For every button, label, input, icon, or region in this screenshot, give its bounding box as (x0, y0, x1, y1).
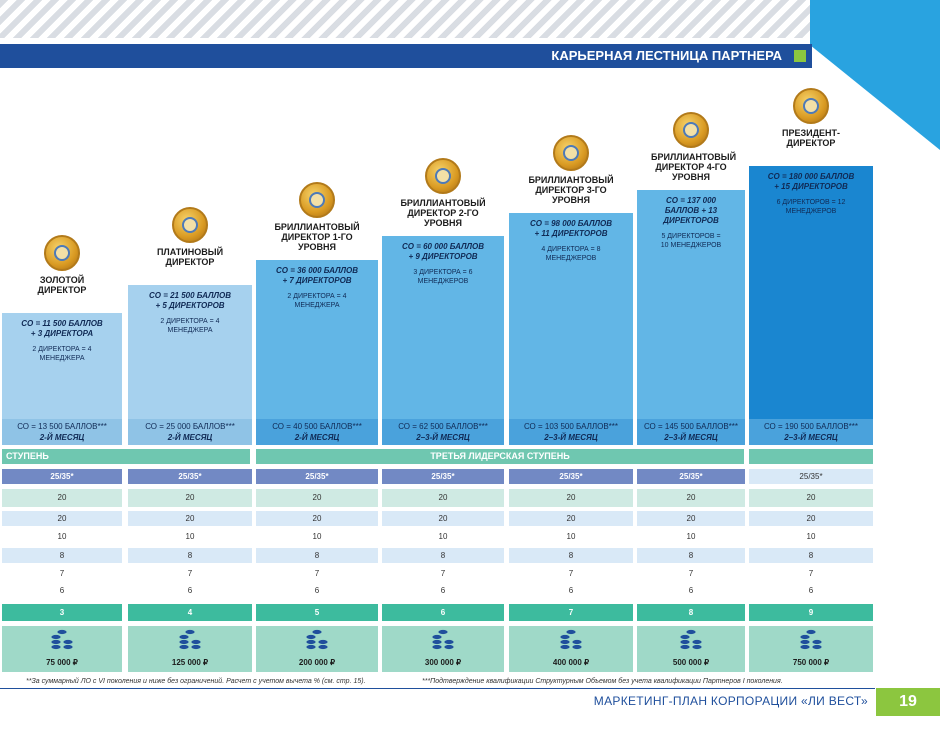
table-cell: 10 (2, 529, 122, 544)
rank-box (509, 213, 633, 445)
confirm-volume: СО = 25 000 БАЛЛОВ*** (145, 422, 235, 431)
confirm-month: 2-Й МЕСЯЦ (39, 433, 85, 442)
table-cell: 20 (749, 489, 873, 507)
coins-icon (303, 629, 331, 653)
rank-confirmation (749, 419, 873, 445)
rank-confirmation (382, 419, 504, 445)
bonus-amount: 300 000 ₽ (424, 658, 462, 667)
bottom-divider (0, 688, 875, 689)
table-cell: 25/35* (2, 469, 122, 484)
table-cell: 25/35* (256, 469, 378, 484)
rank-box (749, 166, 873, 445)
table-cell: 25/35* (128, 469, 252, 484)
rank-directors: 4 ДИРЕКТОРА = 8 МЕНЕДЖЕРОВ (541, 246, 601, 262)
table-cell: 20 (128, 511, 252, 526)
bonus-cell (2, 626, 122, 672)
table-cell: 20 (382, 489, 504, 507)
rank-requirement: СО = 21 500 БАЛЛОВ + 5 ДИРЕКТОРОВ (148, 291, 232, 310)
rank-name: БРИЛЛИАНТОВЫЙ ДИРЕКТОР 4-ГО УРОВНЯ (651, 152, 737, 182)
table-cell: 20 (749, 511, 873, 526)
page-title: КАРЬЕРНАЯ ЛЕСТНИЦА ПАРТНЕРА (551, 48, 782, 63)
table-cell: 7 (749, 566, 873, 581)
table-cell: 7 (637, 566, 745, 581)
bonus-cell (749, 626, 873, 672)
medal-emblem (435, 168, 451, 184)
table-cell: 8 (637, 548, 745, 563)
rank-confirmation (509, 419, 633, 445)
coins-icon (48, 629, 76, 653)
table-cell: 20 (2, 511, 122, 526)
medal-emblem (683, 122, 699, 138)
medal-icon (673, 112, 709, 148)
coins-icon (797, 629, 825, 653)
medal-emblem (182, 217, 198, 233)
bonus-cell (256, 626, 378, 672)
medal-emblem (563, 145, 579, 161)
table-cell: 6 (2, 583, 122, 598)
table-cell: 7 (256, 566, 378, 581)
coins-icon (176, 629, 204, 653)
table-cell: 8 (128, 548, 252, 563)
table-cell: 6 (256, 583, 378, 598)
table-cell: 10 (749, 529, 873, 544)
rank-confirmation (128, 419, 252, 445)
bonus-amount: 200 000 ₽ (298, 658, 336, 667)
coins-icon (677, 629, 705, 653)
confirm-volume: СО = 103 500 БАЛЛОВ*** (523, 422, 619, 431)
rank-directors: 5 ДИРЕКТОРОВ = 10 МЕНЕДЖЕРОВ (660, 233, 722, 249)
medal-icon (299, 182, 335, 218)
rank-requirement: СО = 98 000 БАЛЛОВ + 11 ДИРЕКТОРОВ (529, 219, 613, 238)
header-stripes (0, 0, 820, 38)
footnote-left: **За суммарный ЛО с VI поколения и ниже без ограничений. Расчет с учетом вычета % (см. стр. 15). (26, 678, 366, 685)
table-cell: 20 (128, 489, 252, 507)
rank-requirement: СО = 137 000 БАЛЛОВ + 13 ДИРЕКТОРОВ (663, 196, 719, 225)
bonus-amount: 750 000 ₽ (792, 658, 830, 667)
bonus-amount: 400 000 ₽ (552, 658, 590, 667)
confirm-volume: СО = 62 500 БАЛЛОВ*** (398, 422, 488, 431)
confirm-volume: СО = 13 500 БАЛЛОВ*** (17, 422, 107, 431)
table-cell: 6 (128, 583, 252, 598)
medal-icon (793, 88, 829, 124)
table-cell: 25/35* (749, 469, 873, 484)
rank-requirement: СО = 60 000 БАЛЛОВ + 9 ДИРЕКТОРОВ (401, 242, 485, 261)
medal-icon (172, 207, 208, 243)
bonus-amount: 125 000 ₽ (171, 658, 209, 667)
rank-confirmation (2, 419, 122, 445)
table-cell: 6 (637, 583, 745, 598)
table-cell: 8 (749, 548, 873, 563)
rank-confirmation (256, 419, 378, 445)
table-cell: 6 (509, 583, 633, 598)
footnote-right: ***Подтверждение квалификации Структурным Объемом без учета квалификации Партнеров I поколения. (422, 678, 783, 685)
confirm-month: 2–3-Й МЕСЯЦ (416, 433, 470, 442)
rank-name: БРИЛЛИАНТОВЫЙ ДИРЕКТОР 1-ГО УРОВНЯ (274, 222, 360, 252)
confirm-month: 2-Й МЕСЯЦ (294, 433, 340, 442)
table-cell: 7 (128, 566, 252, 581)
table-cell: 10 (256, 529, 378, 544)
rank-box (256, 260, 378, 445)
bonus-cell (128, 626, 252, 672)
medal-icon (553, 135, 589, 171)
table-cell: 25/35* (382, 469, 504, 484)
table-cell: 3 (2, 604, 122, 621)
table-cell: 20 (256, 489, 378, 507)
table-cell: 8 (2, 548, 122, 563)
table-cell: 25/35* (509, 469, 633, 484)
stage-bar-center (256, 449, 744, 464)
rank-box (637, 190, 745, 445)
rank-confirmation (637, 419, 745, 445)
stage-center-label: ТРЕТЬЯ ЛИДЕРСКАЯ СТУПЕНЬ (430, 451, 570, 461)
table-cell: 7 (509, 566, 633, 581)
rank-name: БРИЛЛИАНТОВЫЙ ДИРЕКТОР 3-ГО УРОВНЯ (528, 175, 614, 205)
confirm-volume: СО = 40 500 БАЛЛОВ*** (272, 422, 362, 431)
table-cell: 10 (128, 529, 252, 544)
bonus-cell (509, 626, 633, 672)
rank-requirement: СО = 36 000 БАЛЛОВ + 7 ДИРЕКТОРОВ (275, 266, 359, 285)
rank-directors: 2 ДИРЕКТОРА = 4 МЕНЕДЖЕРА (32, 346, 92, 362)
rank-directors: 2 ДИРЕКТОРА = 4 МЕНЕДЖЕРА (160, 318, 220, 334)
table-cell: 7 (2, 566, 122, 581)
page-number: 19 (876, 688, 940, 716)
table-cell: 10 (382, 529, 504, 544)
table-cell: 6 (749, 583, 873, 598)
bonus-amount: 75 000 ₽ (46, 658, 78, 667)
coins-icon (557, 629, 585, 653)
table-cell: 8 (637, 604, 745, 621)
table-cell: 20 (637, 511, 745, 526)
confirm-month: 2-Й МЕСЯЦ (167, 433, 213, 442)
table-cell: 25/35* (637, 469, 745, 484)
confirm-month: 2–3-Й МЕСЯЦ (784, 433, 838, 442)
table-cell: 7 (509, 604, 633, 621)
rank-requirement: СО = 11 500 БАЛЛОВ + 3 ДИРЕКТОРА (21, 319, 103, 338)
table-cell: 8 (256, 548, 378, 563)
confirm-month: 2–3-Й МЕСЯЦ (664, 433, 718, 442)
table-cell: 4 (128, 604, 252, 621)
confirm-volume: СО = 145 500 БАЛЛОВ*** (643, 422, 739, 431)
stage-left-label: СТУПЕНЬ (6, 451, 49, 461)
medal-emblem (54, 245, 70, 261)
table-cell: 20 (256, 511, 378, 526)
bonus-cell (382, 626, 504, 672)
rank-name: ПЛАТИНОВЫЙ ДИРЕКТОР (156, 247, 224, 267)
title-bar (0, 44, 812, 68)
stage-bar-right (749, 449, 873, 464)
table-cell: 8 (509, 548, 633, 563)
rank-directors: 3 ДИРЕКТОРА = 6 МЕНЕДЖЕРОВ (413, 269, 473, 285)
medal-emblem (803, 98, 819, 114)
table-cell: 7 (382, 566, 504, 581)
medal-icon (44, 235, 80, 271)
confirm-month: 2–3-Й МЕСЯЦ (544, 433, 598, 442)
table-cell: 20 (509, 489, 633, 507)
table-cell: 10 (509, 529, 633, 544)
coins-icon (429, 629, 457, 653)
table-cell: 10 (637, 529, 745, 544)
table-cell: 6 (382, 583, 504, 598)
rank-directors: 2 ДИРЕКТОРА = 4 МЕНЕДЖЕРА (287, 293, 347, 309)
rank-name: БРИЛЛИАНТОВЫЙ ДИРЕКТОР 2-ГО УРОВНЯ (400, 198, 486, 228)
title-square-icon (794, 50, 806, 62)
rank-directors: 6 ДИРЕКТОРОВ = 12 МЕНЕДЖЕРОВ (776, 199, 846, 215)
rank-box (128, 285, 252, 445)
table-cell: 20 (382, 511, 504, 526)
medal-emblem (309, 192, 325, 208)
bonus-cell (637, 626, 745, 672)
rank-box (2, 313, 122, 445)
table-cell: 6 (382, 604, 504, 621)
rank-box (382, 236, 504, 445)
confirm-volume: СО = 190 500 БАЛЛОВ*** (763, 422, 859, 431)
table-cell: 9 (749, 604, 873, 621)
bonus-amount: 500 000 ₽ (672, 658, 710, 667)
stage-bar-left (2, 449, 250, 464)
rank-name: ПРЕЗИДЕНТ-ДИРЕКТОР (782, 128, 840, 148)
rank-requirement: СО = 180 000 БАЛЛОВ + 15 ДИРЕКТОРОВ (767, 172, 855, 191)
table-cell: 20 (2, 489, 122, 507)
medal-icon (425, 158, 461, 194)
table-cell: 8 (382, 548, 504, 563)
table-cell: 20 (509, 511, 633, 526)
table-cell: 20 (637, 489, 745, 507)
table-cell: 5 (256, 604, 378, 621)
footer-title: МАРКЕТИНГ-ПЛАН КОРПОРАЦИИ «ЛИ ВЕСТ» (593, 694, 868, 708)
rank-name: ЗОЛОТОЙ ДИРЕКТОР (37, 275, 87, 295)
